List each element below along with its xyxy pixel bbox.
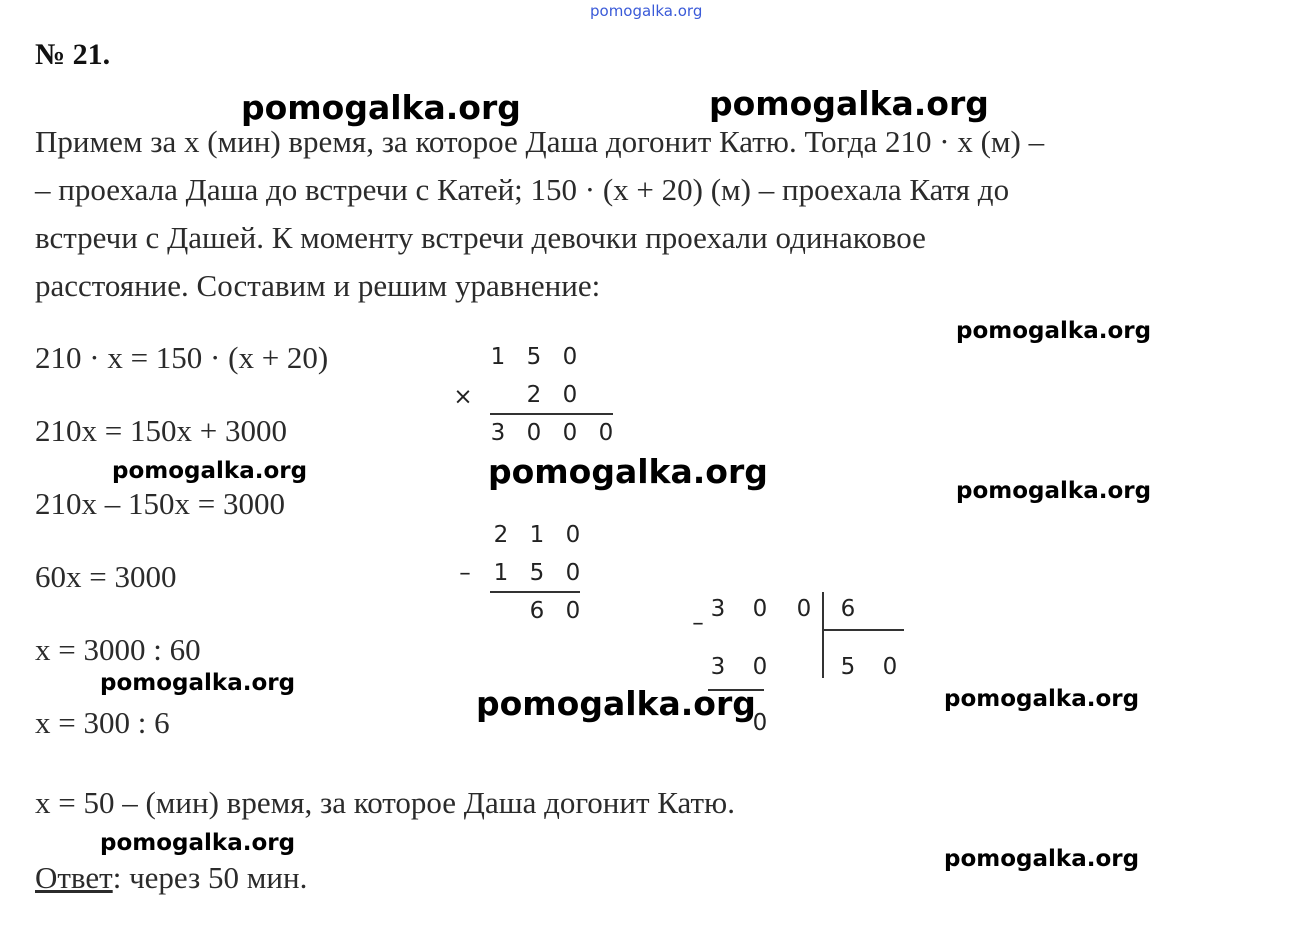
watermark: pomogalka.org [112,458,308,484]
watermark: pomogalka.org [709,84,989,123]
answer-label: Ответ [35,860,113,895]
equation-7: x = 50 – (мин) время, за которое Даша догонит Катю. [35,785,735,820]
div-divisor: 6 [840,596,856,622]
answer [35,860,307,896]
watermark: pomogalka.org [476,684,756,723]
problem-number: № 21. [35,38,111,71]
equation-4: 60x = 3000 [35,559,177,594]
watermark: pomogalka.org [488,452,768,491]
equation-5: x = 3000 : 60 [35,632,201,667]
equation-1: 210 · x = 150 · (x + 20) [35,340,329,375]
sub-result-digit: 0 [565,598,581,624]
mult-result-digit: 0 [526,420,542,446]
watermark: pomogalka.org [944,686,1140,712]
mult-operator: × [453,384,473,410]
mult-row1-digit: 0 [562,344,578,370]
mult-result-digit: 0 [562,420,578,446]
div-operator: – [692,610,704,636]
sub-row1-digit: 1 [529,522,545,548]
mult-row1-digit: 1 [490,344,506,370]
sub-row2-digit: 1 [493,560,509,586]
div-subtrahend-digit: 3 [710,654,726,680]
watermark: pomogalka.org [100,830,296,856]
paragraph-line-1-text: Примем за x (мин) время, за которое Даша догонит Катю. Тогда 210 · x (м) – [35,124,1045,159]
div-quotient-digit: 5 [840,654,856,680]
watermark: pomogalka.org [956,478,1152,504]
sub-underline [490,591,580,593]
sub-row2-digit: 0 [565,560,581,586]
equation-2: 210x = 150x + 3000 [35,413,287,448]
mult-result-digit: 3 [490,420,506,446]
answer-text: : через 50 мин. [112,860,308,895]
mult-row2-digit: 2 [526,382,542,408]
div-dividend-digit: 0 [796,596,812,622]
equation-6: x = 300 : 6 [35,705,170,740]
paragraph-line-2 [35,166,1009,214]
div-dividend-digit: 3 [710,596,726,622]
watermark: pomogalka.org [956,318,1152,344]
equation-3: 210x – 150x = 3000 [35,486,285,521]
sub-result-digit: 6 [529,598,545,624]
mult-underline [490,413,613,415]
div-remainder: 0 [752,710,768,736]
sub-row1-digit: 0 [565,522,581,548]
div-divisor-line [824,629,904,631]
watermark: pomogalka.org [944,846,1140,872]
div-vertical-bar [822,592,824,678]
mult-row2-digit: 0 [562,382,578,408]
sub-row2-digit: 5 [529,560,545,586]
paragraph-line-3-text: встречи с Дашей. К моменту встречи девочки проехали одинаковое [35,220,926,255]
sub-row1-digit: 2 [493,522,509,548]
watermark: pomogalka.org [241,88,521,127]
mult-row1-digit: 5 [526,344,542,370]
div-subtrahend-digit: 0 [752,654,768,680]
div-dividend-digit: 0 [752,596,768,622]
paragraph-line-1 [35,118,1044,166]
sub-operator: – [459,560,471,586]
paragraph-line-2-text: – проехала Даша до встречи с Катей; 150 · (x + 20) (м) – проехала Катя до [35,172,1010,207]
watermark: pomogalka.org [100,670,296,696]
mult-result-digit: 0 [598,420,614,446]
header-watermark: pomogalka.org [590,2,703,20]
paragraph-line-3 [35,214,926,262]
div-quotient-digit: 0 [882,654,898,680]
paragraph-line-4-text: расстояние. Составим и решим уравнение: [35,268,601,303]
subtraction-column [450,518,620,628]
multiplication-column [450,340,620,450]
paragraph-line-4 [35,262,600,310]
